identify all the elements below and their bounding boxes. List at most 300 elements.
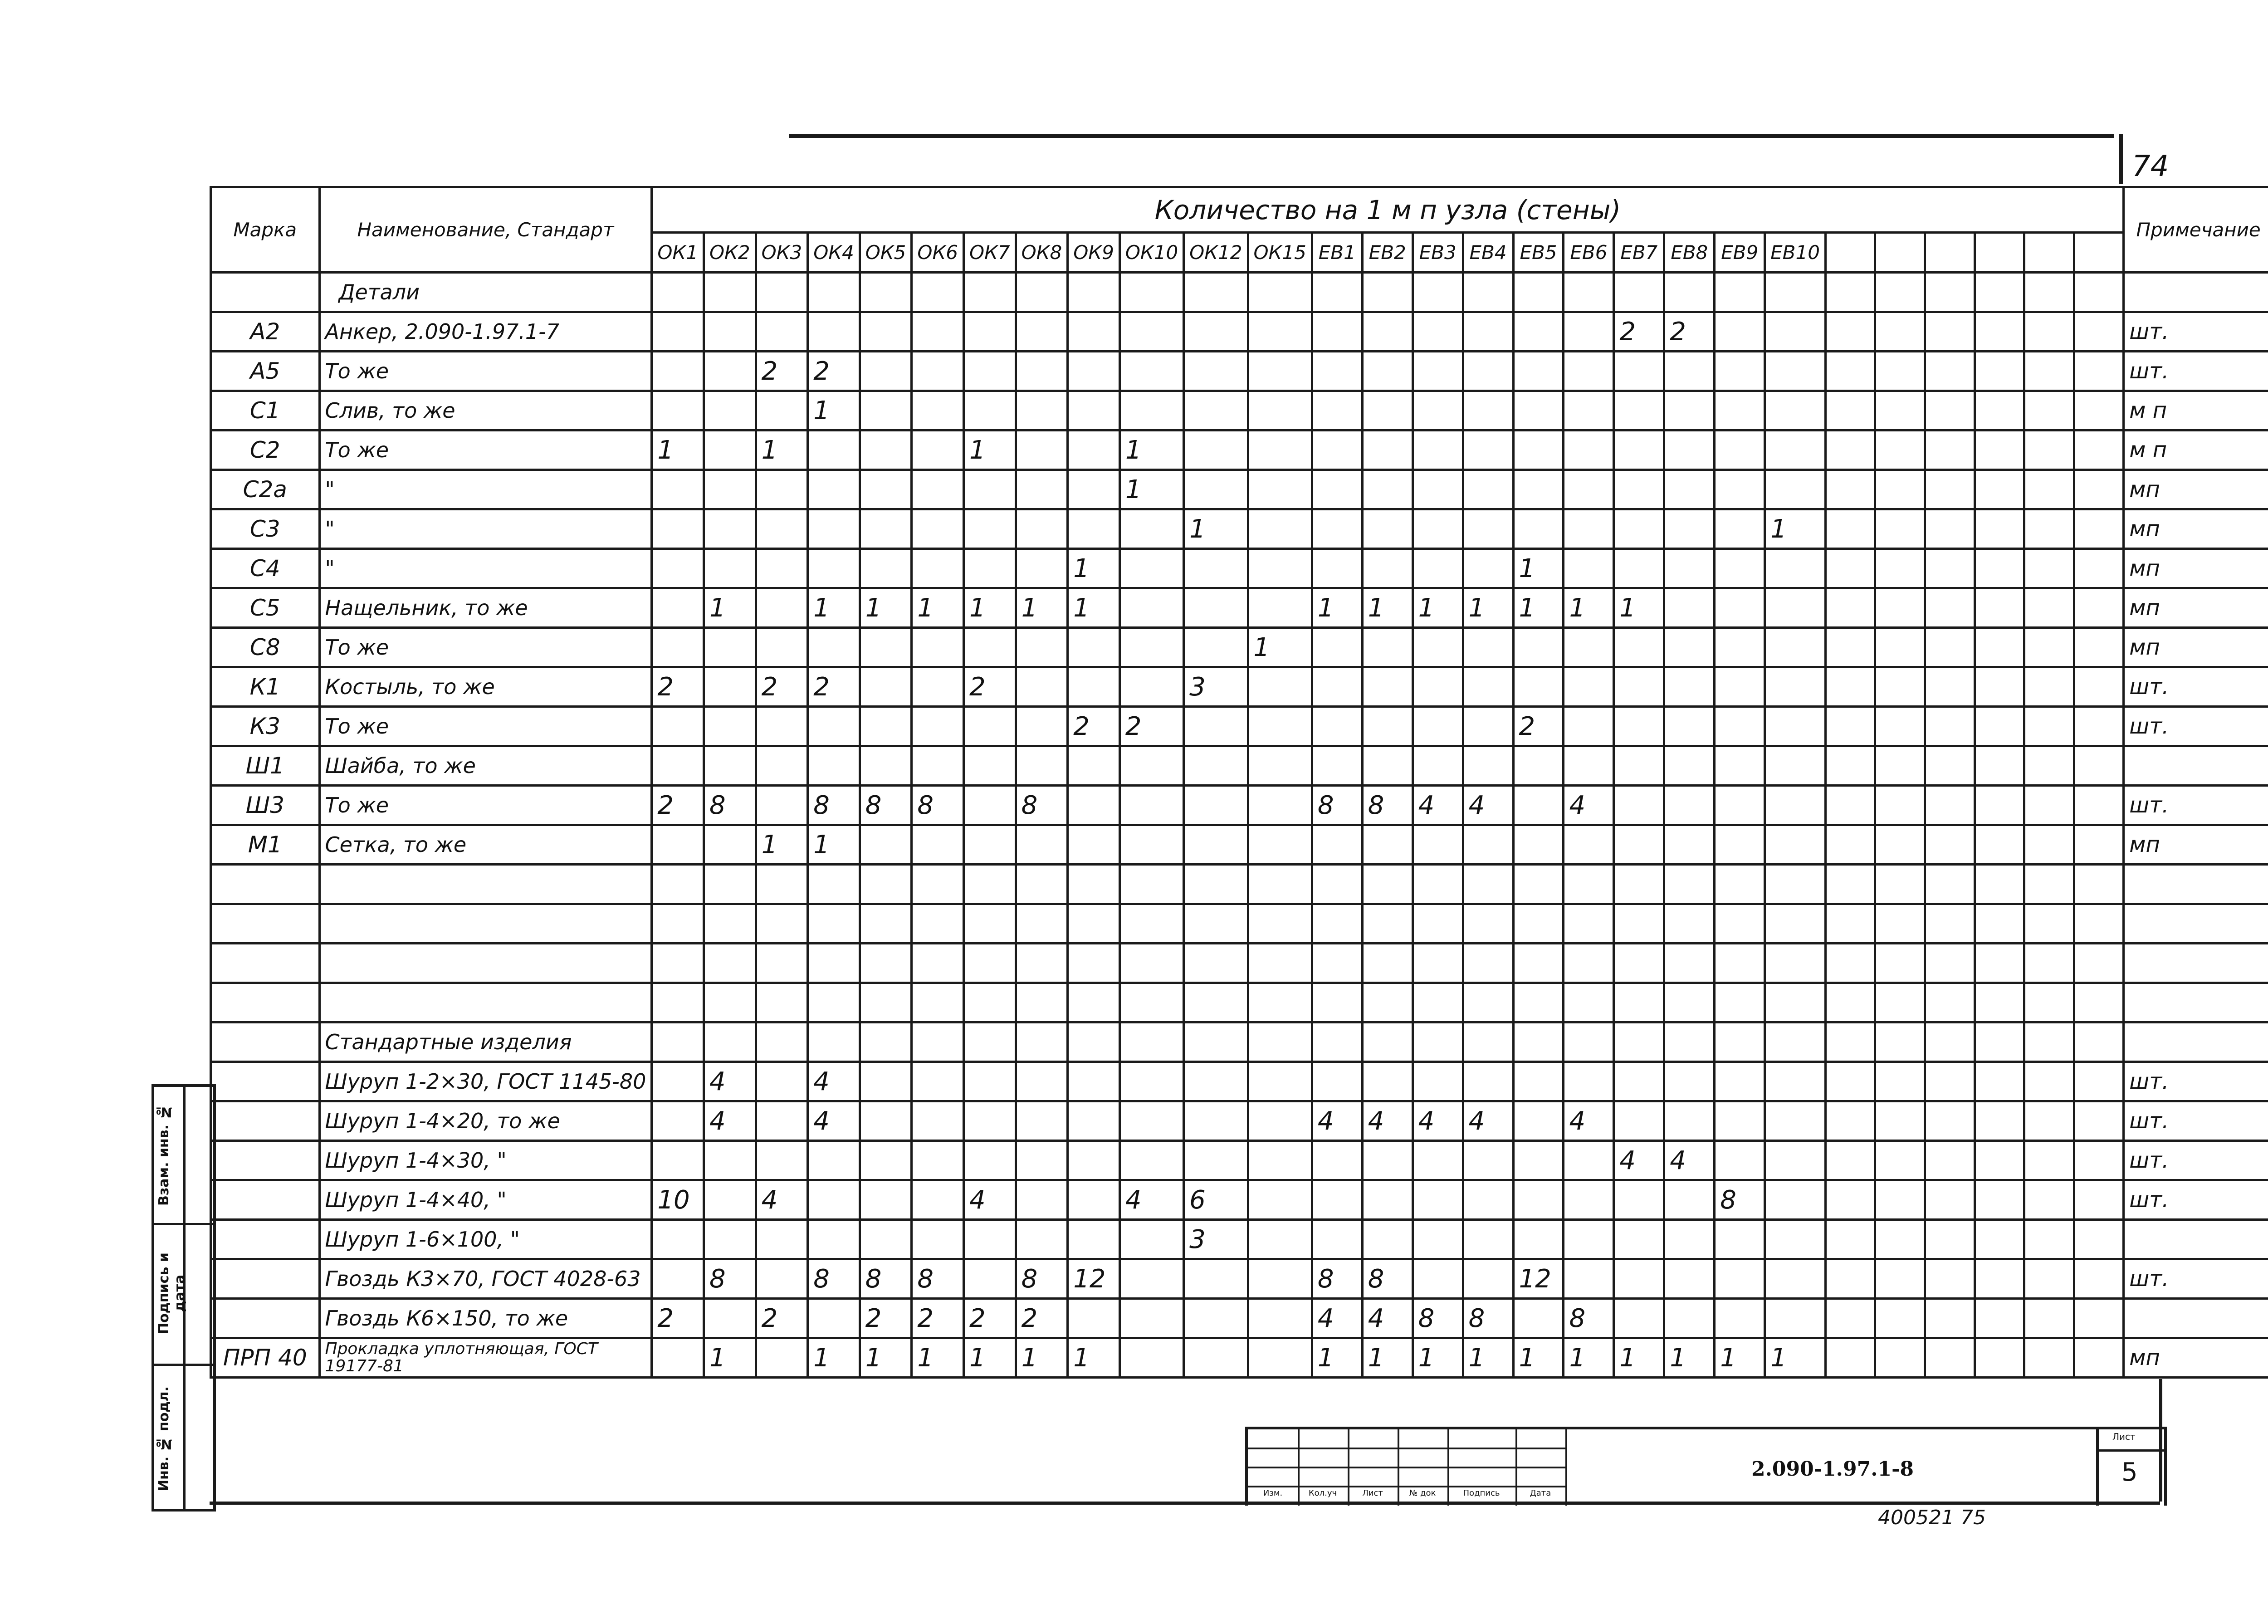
cell-quantity [1413, 628, 1463, 667]
cell-quantity: 1 [808, 391, 860, 430]
cell-quantity: 1 [1119, 430, 1183, 470]
cell-quantity [704, 628, 756, 667]
cell-quantity [1875, 746, 1925, 786]
column-code: ЕВ4 [1463, 233, 1513, 273]
cell-quantity [1312, 352, 1362, 391]
cell-quantity [652, 1141, 704, 1180]
cell-quantity [1016, 1022, 1068, 1062]
cell-quantity [1715, 746, 1765, 786]
cell-quantity [1362, 273, 1413, 312]
cell-quantity [1068, 1141, 1120, 1180]
cell-quantity [1765, 707, 1826, 746]
cell-quantity [860, 667, 912, 707]
cell-quantity [1765, 1101, 1826, 1141]
cell-quantity [1825, 825, 1875, 865]
cell-mark [211, 1022, 320, 1062]
sheet-box [2096, 1429, 2167, 1506]
cell-quantity [912, 746, 964, 786]
cell-quantity [1715, 1259, 1765, 1299]
cell-quantity [1463, 865, 1513, 904]
cell-quantity [1068, 825, 1120, 865]
cell-quantity [1765, 825, 1826, 865]
cell-name: То же [319, 786, 652, 825]
table-row [211, 312, 2268, 352]
cell-quantity [1413, 509, 1463, 549]
cell-quantity [1975, 825, 2024, 865]
column-code: ОК5 [860, 233, 912, 273]
cell-quantity [704, 509, 756, 549]
cell-quantity [1564, 825, 1614, 865]
cell-quantity: 1 [756, 825, 808, 865]
cell-quantity [2074, 628, 2124, 667]
cell-quantity [1664, 1259, 1715, 1299]
cell-quantity [1614, 667, 1664, 707]
cell-mark [211, 865, 320, 904]
cell-quantity [1463, 470, 1513, 509]
table-header-row [211, 187, 2268, 233]
cell-quantity [1463, 746, 1513, 786]
cell-quantity [912, 509, 964, 549]
cell-quantity [1664, 470, 1715, 509]
cell-quantity [2074, 430, 2124, 470]
cell-quantity [2074, 786, 2124, 825]
column-code [1825, 233, 1875, 273]
cell-quantity [1825, 1220, 1875, 1259]
cell-quantity [1715, 825, 1765, 865]
cell-quantity [1825, 430, 1875, 470]
cell-note: шт. [2124, 1259, 2268, 1299]
cell-quantity [1614, 1180, 1664, 1220]
cell-quantity [1614, 865, 1664, 904]
cell-quantity [1825, 1022, 1875, 1062]
cell-quantity: 12 [1068, 1259, 1120, 1299]
cell-quantity [1016, 430, 1068, 470]
cell-quantity [1825, 944, 1875, 983]
cell-quantity: 2 [808, 667, 860, 707]
column-code: ЕВ7 [1614, 233, 1664, 273]
cell-quantity [1119, 983, 1183, 1022]
cell-quantity [808, 1022, 860, 1062]
cell-quantity [2024, 825, 2074, 865]
cell-quantity: 4 [1362, 1299, 1413, 1338]
cell-quantity [1463, 825, 1513, 865]
cell-quantity [652, 825, 704, 865]
cell-quantity: 4 [1463, 786, 1513, 825]
cell-quantity [912, 667, 964, 707]
cell-quantity [1765, 983, 1826, 1022]
cell-quantity [1875, 1338, 1925, 1378]
cell-quantity [1119, 549, 1183, 588]
cell-quantity [2074, 509, 2124, 549]
cell-quantity [912, 352, 964, 391]
cell-quantity [1119, 1259, 1183, 1299]
cell-name: " [319, 549, 652, 588]
cell-quantity [1068, 865, 1120, 904]
cell-quantity [1184, 786, 1248, 825]
cell-quantity [912, 944, 964, 983]
cell-quantity [1925, 628, 1975, 667]
cell-quantity [1664, 707, 1715, 746]
cell-quantity [1068, 786, 1120, 825]
table-row [211, 1338, 2268, 1378]
cell-quantity [1825, 509, 1875, 549]
cell-quantity: 4 [756, 1180, 808, 1220]
cell-quantity [1248, 1101, 1312, 1141]
cell-quantity [1975, 746, 2024, 786]
cell-quantity [756, 509, 808, 549]
cell-quantity [1564, 1220, 1614, 1259]
cell-quantity [808, 628, 860, 667]
cell-quantity [1463, 944, 1513, 983]
page-number-bar [2119, 134, 2123, 184]
cell-quantity [1664, 865, 1715, 904]
cell-quantity [1664, 549, 1715, 588]
cell-quantity [1975, 1338, 2024, 1378]
cell-quantity [1765, 667, 1826, 707]
cell-name: То же [319, 430, 652, 470]
cell-quantity [1925, 983, 1975, 1022]
cell-quantity: 4 [1413, 786, 1463, 825]
cell-quantity [1184, 628, 1248, 667]
cell-quantity: 1 [1362, 1338, 1413, 1378]
inventory-note: 400521 75 [1878, 1506, 1986, 1529]
cell-quantity [2074, 470, 2124, 509]
cell-note: шт. [2124, 667, 2268, 707]
cell-quantity [2024, 1338, 2074, 1378]
cell-quantity [1362, 430, 1413, 470]
cell-quantity [1312, 944, 1362, 983]
cell-quantity [1975, 983, 2024, 1022]
cell-quantity [1119, 312, 1183, 352]
cell-quantity [1614, 470, 1664, 509]
cell-quantity [1664, 273, 1715, 312]
cell-quantity [1513, 1101, 1564, 1141]
cell-quantity: 8 [1362, 786, 1413, 825]
cell-quantity [1119, 1220, 1183, 1259]
cell-quantity [1975, 1141, 2024, 1180]
cell-quantity [1513, 865, 1564, 904]
cell-quantity: 2 [964, 667, 1016, 707]
cell-quantity [1413, 549, 1463, 588]
cell-quantity [1564, 707, 1614, 746]
cell-quantity [1248, 1022, 1312, 1062]
header-mark: Марка [211, 187, 320, 273]
cell-quantity [756, 470, 808, 509]
cell-quantity [1715, 1299, 1765, 1338]
cell-quantity [1825, 1180, 1875, 1220]
cell-quantity: 1 [1362, 588, 1413, 628]
cell-quantity [1975, 1299, 2024, 1338]
cell-quantity [2024, 1220, 2074, 1259]
column-code: ОК8 [1016, 233, 1068, 273]
cell-quantity [1975, 273, 2024, 312]
cell-quantity [652, 746, 704, 786]
cell-note: шт. [2124, 707, 2268, 746]
column-code: ОК6 [912, 233, 964, 273]
cell-quantity: 1 [1513, 1338, 1564, 1378]
table-row [211, 1141, 2268, 1180]
cell-quantity: 4 [1312, 1299, 1362, 1338]
table-row [211, 746, 2268, 786]
cell-quantity [1765, 352, 1826, 391]
cell-quantity: 1 [912, 588, 964, 628]
cell-quantity [1016, 983, 1068, 1022]
cell-quantity [860, 865, 912, 904]
cell-quantity [1068, 470, 1120, 509]
cell-quantity [1119, 904, 1183, 944]
cell-quantity [1765, 430, 1826, 470]
cell-quantity: 8 [860, 786, 912, 825]
cell-quantity [1825, 312, 1875, 352]
cell-quantity [652, 549, 704, 588]
cell-quantity [1312, 904, 1362, 944]
cell-quantity [1925, 1220, 1975, 1259]
cell-quantity [1765, 1062, 1826, 1101]
cell-quantity: 4 [1564, 786, 1614, 825]
cell-quantity [1362, 825, 1413, 865]
cell-quantity [1068, 1101, 1120, 1141]
cell-name [319, 983, 652, 1022]
cell-quantity [1614, 273, 1664, 312]
cell-quantity [1413, 983, 1463, 1022]
cell-quantity [1925, 588, 1975, 628]
cell-quantity [1312, 667, 1362, 707]
cell-quantity [1513, 1062, 1564, 1101]
cell-quantity [1362, 904, 1413, 944]
cell-mark [211, 1141, 320, 1180]
cell-quantity: 3 [1184, 667, 1248, 707]
cell-quantity [704, 904, 756, 944]
cell-quantity: 1 [704, 1338, 756, 1378]
cell-quantity [912, 1141, 964, 1180]
column-code: ЕВ8 [1664, 233, 1715, 273]
cell-quantity [1184, 1141, 1248, 1180]
cell-quantity [652, 391, 704, 430]
column-code: ОК9 [1068, 233, 1120, 273]
cell-quantity: 4 [704, 1101, 756, 1141]
cell-quantity [1664, 786, 1715, 825]
cell-quantity [1413, 1220, 1463, 1259]
table-row [211, 944, 2268, 983]
cell-quantity: 1 [1765, 1338, 1826, 1378]
cell-quantity [1362, 352, 1413, 391]
column-code: ЕВ3 [1413, 233, 1463, 273]
cell-quantity [1513, 983, 1564, 1022]
top-rule [789, 134, 2114, 138]
cell-quantity [1975, 865, 2024, 904]
cell-quantity [2024, 983, 2074, 1022]
cell-quantity [860, 470, 912, 509]
cell-quantity [1614, 628, 1664, 667]
cell-note [2124, 1299, 2268, 1338]
cell-name: Шуруп 1-4×30, " [319, 1141, 652, 1180]
cell-quantity [1765, 904, 1826, 944]
cell-quantity [912, 312, 964, 352]
cell-quantity [1875, 1220, 1925, 1259]
cell-quantity: 1 [1312, 588, 1362, 628]
cell-quantity [1463, 667, 1513, 707]
cell-quantity [1564, 509, 1614, 549]
cell-quantity [1825, 667, 1875, 707]
cell-quantity [1413, 667, 1463, 707]
column-code: ЕВ6 [1564, 233, 1614, 273]
cell-quantity [1362, 707, 1413, 746]
cell-quantity: 8 [1312, 1259, 1362, 1299]
cell-quantity [1248, 470, 1312, 509]
cell-quantity [1463, 509, 1513, 549]
cell-quantity [1765, 1220, 1826, 1259]
cell-quantity [1975, 430, 2024, 470]
cell-quantity [1715, 430, 1765, 470]
cell-quantity: 8 [808, 1259, 860, 1299]
cell-quantity [1875, 509, 1925, 549]
cell-quantity [756, 983, 808, 1022]
cell-quantity [912, 470, 964, 509]
cell-quantity [1715, 1141, 1765, 1180]
cell-quantity [1184, 470, 1248, 509]
cell-quantity [860, 1180, 912, 1220]
cell-quantity [1564, 470, 1614, 509]
cell-quantity [1184, 707, 1248, 746]
cell-quantity [2024, 470, 2074, 509]
cell-quantity [704, 707, 756, 746]
cell-quantity: 2 [860, 1299, 912, 1338]
cell-quantity [2024, 865, 2074, 904]
cell-quantity [1925, 509, 1975, 549]
cell-quantity [1312, 1062, 1362, 1101]
cell-quantity [964, 944, 1016, 983]
column-code: ОК4 [808, 233, 860, 273]
cell-quantity [756, 628, 808, 667]
cell-quantity: 2 [652, 667, 704, 707]
cell-quantity: 1 [808, 588, 860, 628]
cell-quantity [2024, 352, 2074, 391]
cell-quantity [1119, 667, 1183, 707]
cell-quantity [1975, 628, 2024, 667]
table-row [211, 786, 2268, 825]
cell-quantity [860, 509, 912, 549]
cell-quantity [1068, 391, 1120, 430]
stamp-label-original-inv: Инв. № подл. [156, 1386, 172, 1491]
cell-quantity [1463, 628, 1513, 667]
cell-mark [211, 1062, 320, 1101]
cell-quantity: 1 [1614, 1338, 1664, 1378]
cell-quantity [2024, 273, 2074, 312]
cell-quantity [1564, 312, 1614, 352]
cell-quantity [2074, 904, 2124, 944]
cell-quantity [1975, 588, 2024, 628]
cell-quantity [2024, 430, 2074, 470]
cell-quantity: 1 [1119, 470, 1183, 509]
cell-quantity [1184, 865, 1248, 904]
cell-quantity [1925, 825, 1975, 865]
cell-mark: Ш1 [211, 746, 320, 786]
cell-quantity [704, 667, 756, 707]
table-row [211, 1180, 2268, 1220]
cell-quantity [1765, 944, 1826, 983]
cell-mark: К3 [211, 707, 320, 746]
cell-quantity [652, 273, 704, 312]
cell-quantity: 2 [1119, 707, 1183, 746]
cell-quantity: 1 [1413, 1338, 1463, 1378]
cell-quantity [756, 1062, 808, 1101]
cell-mark [211, 944, 320, 983]
cell-note: шт. [2124, 352, 2268, 391]
cell-quantity [1925, 1180, 1975, 1220]
cell-quantity [964, 904, 1016, 944]
cell-quantity [1362, 1180, 1413, 1220]
cell-quantity [1614, 825, 1664, 865]
cell-quantity [1875, 549, 1925, 588]
cell-quantity: 1 [1463, 588, 1513, 628]
table-row [211, 707, 2268, 746]
cell-quantity [2074, 1022, 2124, 1062]
cell-quantity [2024, 944, 2074, 983]
cell-quantity [1184, 1062, 1248, 1101]
cell-quantity [1068, 1022, 1120, 1062]
cell-name: " [319, 509, 652, 549]
cell-quantity [756, 1259, 808, 1299]
cell-quantity [756, 1022, 808, 1062]
cell-quantity [1513, 1299, 1564, 1338]
cell-quantity: 1 [1248, 628, 1312, 667]
cell-quantity [1513, 1180, 1564, 1220]
cell-quantity: 1 [1413, 588, 1463, 628]
cell-quantity [1925, 707, 1975, 746]
column-code: ЕВ9 [1715, 233, 1765, 273]
cell-quantity [1513, 1141, 1564, 1180]
cell-quantity [964, 391, 1016, 430]
cell-mark: С8 [211, 628, 320, 667]
cell-quantity [1016, 352, 1068, 391]
cell-note [2124, 1022, 2268, 1062]
cell-quantity [2024, 1180, 2074, 1220]
cell-quantity [1825, 865, 1875, 904]
cell-name: Шайба, то же [319, 746, 652, 786]
cell-name: Гвоздь К6×150, то же [319, 1299, 652, 1338]
cell-quantity [1614, 904, 1664, 944]
cell-quantity [2024, 667, 2074, 707]
cell-quantity [1875, 470, 1925, 509]
cell-quantity [1975, 549, 2024, 588]
cell-quantity [1068, 983, 1120, 1022]
cell-quantity [1463, 983, 1513, 1022]
cell-quantity [756, 1220, 808, 1259]
cell-quantity: 2 [652, 786, 704, 825]
cell-quantity [2024, 588, 2074, 628]
cell-quantity [1016, 944, 1068, 983]
cell-quantity [652, 1220, 704, 1259]
cell-mark: М1 [211, 825, 320, 865]
column-code [1875, 233, 1925, 273]
cell-quantity: 1 [912, 1338, 964, 1378]
cell-quantity [1825, 1062, 1875, 1101]
cell-quantity [1825, 746, 1875, 786]
cell-quantity: 1 [1765, 509, 1826, 549]
table-row [211, 470, 2268, 509]
cell-quantity [1715, 352, 1765, 391]
cell-quantity [1248, 430, 1312, 470]
cell-quantity [1715, 1022, 1765, 1062]
cell-note: шт. [2124, 1141, 2268, 1180]
cell-name: То же [319, 628, 652, 667]
cell-note: мп [2124, 549, 2268, 588]
cell-name: Шуруп 1-2×30, ГОСТ 1145-80 [319, 1062, 652, 1101]
tb-label-ndoc: № док [1409, 1488, 1436, 1498]
cell-quantity [1614, 1299, 1664, 1338]
cell-quantity: 1 [1068, 549, 1120, 588]
cell-quantity [2024, 786, 2074, 825]
